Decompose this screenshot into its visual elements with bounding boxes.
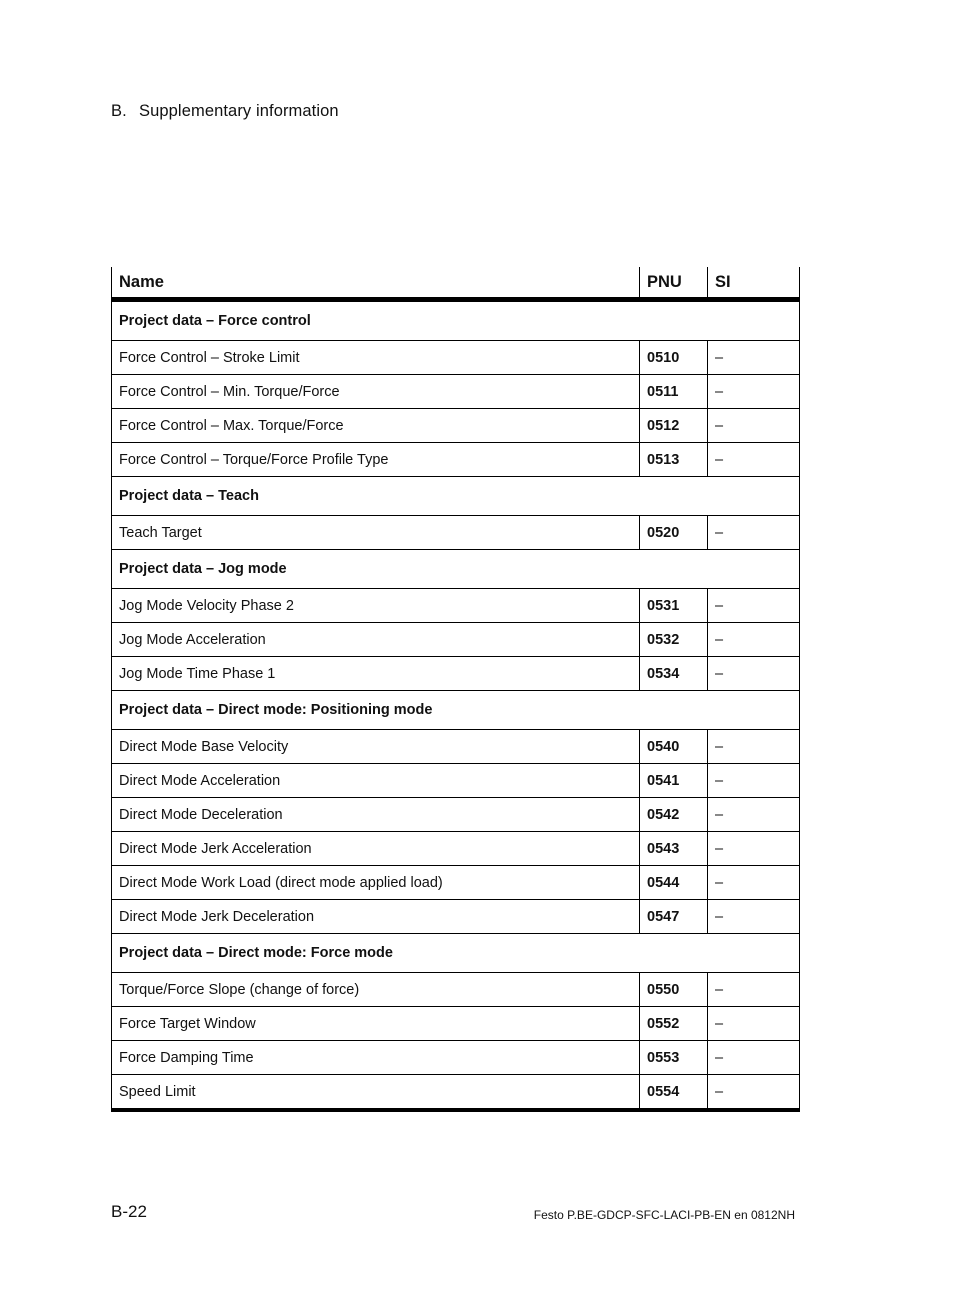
cell-pnu: 0543: [640, 832, 708, 866]
cell-si: –: [708, 589, 800, 623]
cell-name: Force Control – Min. Torque/Force: [112, 375, 640, 409]
cell-pnu: 0534: [640, 657, 708, 691]
cell-name: Force Control – Torque/Force Profile Type: [112, 443, 640, 477]
parameter-table: [111, 267, 800, 1112]
cell-si: –: [708, 764, 800, 798]
column-header-name: Name: [112, 267, 640, 300]
cell-pnu: 0541: [640, 764, 708, 798]
cell-pnu: 0532: [640, 623, 708, 657]
cell-si: –: [708, 832, 800, 866]
group-title: Project data – Force control: [112, 300, 800, 341]
table-row: [112, 798, 800, 832]
cell-pnu: 0552: [640, 1007, 708, 1041]
cell-pnu: 0513: [640, 443, 708, 477]
document-reference: Festo P.BE-GDCP-SFC-LACI-PB-EN en 0812NH: [533, 1208, 795, 1222]
cell-si: –: [708, 516, 800, 550]
cell-si: –: [708, 623, 800, 657]
cell-name: Direct Mode Jerk Acceleration: [112, 832, 640, 866]
cell-pnu: 0510: [640, 341, 708, 375]
table-row: [112, 516, 800, 550]
cell-name: Force Damping Time: [112, 1041, 640, 1075]
group-header-row: [112, 550, 800, 589]
cell-name: Jog Mode Acceleration: [112, 623, 640, 657]
cell-name: Direct Mode Base Velocity: [112, 730, 640, 764]
table-row: [112, 375, 800, 409]
table-row: [112, 1041, 800, 1075]
cell-pnu: 0554: [640, 1075, 708, 1111]
group-header-row: [112, 691, 800, 730]
cell-pnu: 0531: [640, 589, 708, 623]
group-title: Project data – Direct mode: Force mode: [112, 934, 800, 973]
cell-si: –: [708, 1007, 800, 1041]
table-row: [112, 764, 800, 798]
cell-pnu: 0544: [640, 866, 708, 900]
cell-pnu: 0512: [640, 409, 708, 443]
column-header-pnu: PNU: [640, 267, 708, 300]
cell-pnu: 0520: [640, 516, 708, 550]
cell-name: Speed Limit: [112, 1075, 640, 1111]
table-row: [112, 657, 800, 691]
cell-si: –: [708, 1075, 800, 1111]
section-title: Supplementary information: [139, 102, 339, 120]
cell-name: Direct Mode Work Load (direct mode applied load): [112, 866, 640, 900]
cell-name: Teach Target: [112, 516, 640, 550]
cell-pnu: 0553: [640, 1041, 708, 1075]
running-header: [111, 102, 339, 121]
table-row: [112, 341, 800, 375]
cell-si: –: [708, 657, 800, 691]
cell-name: Torque/Force Slope (change of force): [112, 973, 640, 1007]
group-title: Project data – Direct mode: Positioning mode: [112, 691, 800, 730]
page-number: B-22: [111, 1202, 147, 1221]
table-row: [112, 409, 800, 443]
cell-pnu: 0542: [640, 798, 708, 832]
cell-name: Force Target Window: [112, 1007, 640, 1041]
table-row: [112, 1007, 800, 1041]
cell-name: Force Control – Max. Torque/Force: [112, 409, 640, 443]
cell-si: –: [708, 730, 800, 764]
cell-pnu: 0511: [640, 375, 708, 409]
table-row: [112, 866, 800, 900]
cell-si: –: [708, 798, 800, 832]
table-row: [112, 900, 800, 934]
cell-si: –: [708, 973, 800, 1007]
cell-pnu: 0547: [640, 900, 708, 934]
table-row: [112, 589, 800, 623]
group-header-row: [112, 934, 800, 973]
column-header-si: SI: [708, 267, 800, 300]
table-row: [112, 443, 800, 477]
cell-si: –: [708, 1041, 800, 1075]
group-title: Project data – Teach: [112, 477, 800, 516]
table-body: [112, 300, 800, 1111]
table-row: [112, 832, 800, 866]
cell-si: –: [708, 375, 800, 409]
cell-name: Direct Mode Jerk Deceleration: [112, 900, 640, 934]
group-header-row: [112, 300, 800, 341]
table-row: [112, 730, 800, 764]
cell-name: Direct Mode Acceleration: [112, 764, 640, 798]
table-row: [112, 973, 800, 1007]
group-header-row: [112, 477, 800, 516]
table-header-row: [112, 267, 800, 300]
cell-pnu: 0550: [640, 973, 708, 1007]
cell-si: –: [708, 341, 800, 375]
table-row: [112, 1075, 800, 1111]
group-title: Project data – Jog mode: [112, 550, 800, 589]
cell-si: –: [708, 866, 800, 900]
cell-pnu: 0540: [640, 730, 708, 764]
cell-name: Force Control – Stroke Limit: [112, 341, 640, 375]
cell-name: Jog Mode Time Phase 1: [112, 657, 640, 691]
cell-si: –: [708, 900, 800, 934]
table-row: [112, 623, 800, 657]
cell-si: –: [708, 443, 800, 477]
section-number: B.: [111, 102, 127, 120]
cell-name: Direct Mode Deceleration: [112, 798, 640, 832]
cell-si: –: [708, 409, 800, 443]
cell-name: Jog Mode Velocity Phase 2: [112, 589, 640, 623]
